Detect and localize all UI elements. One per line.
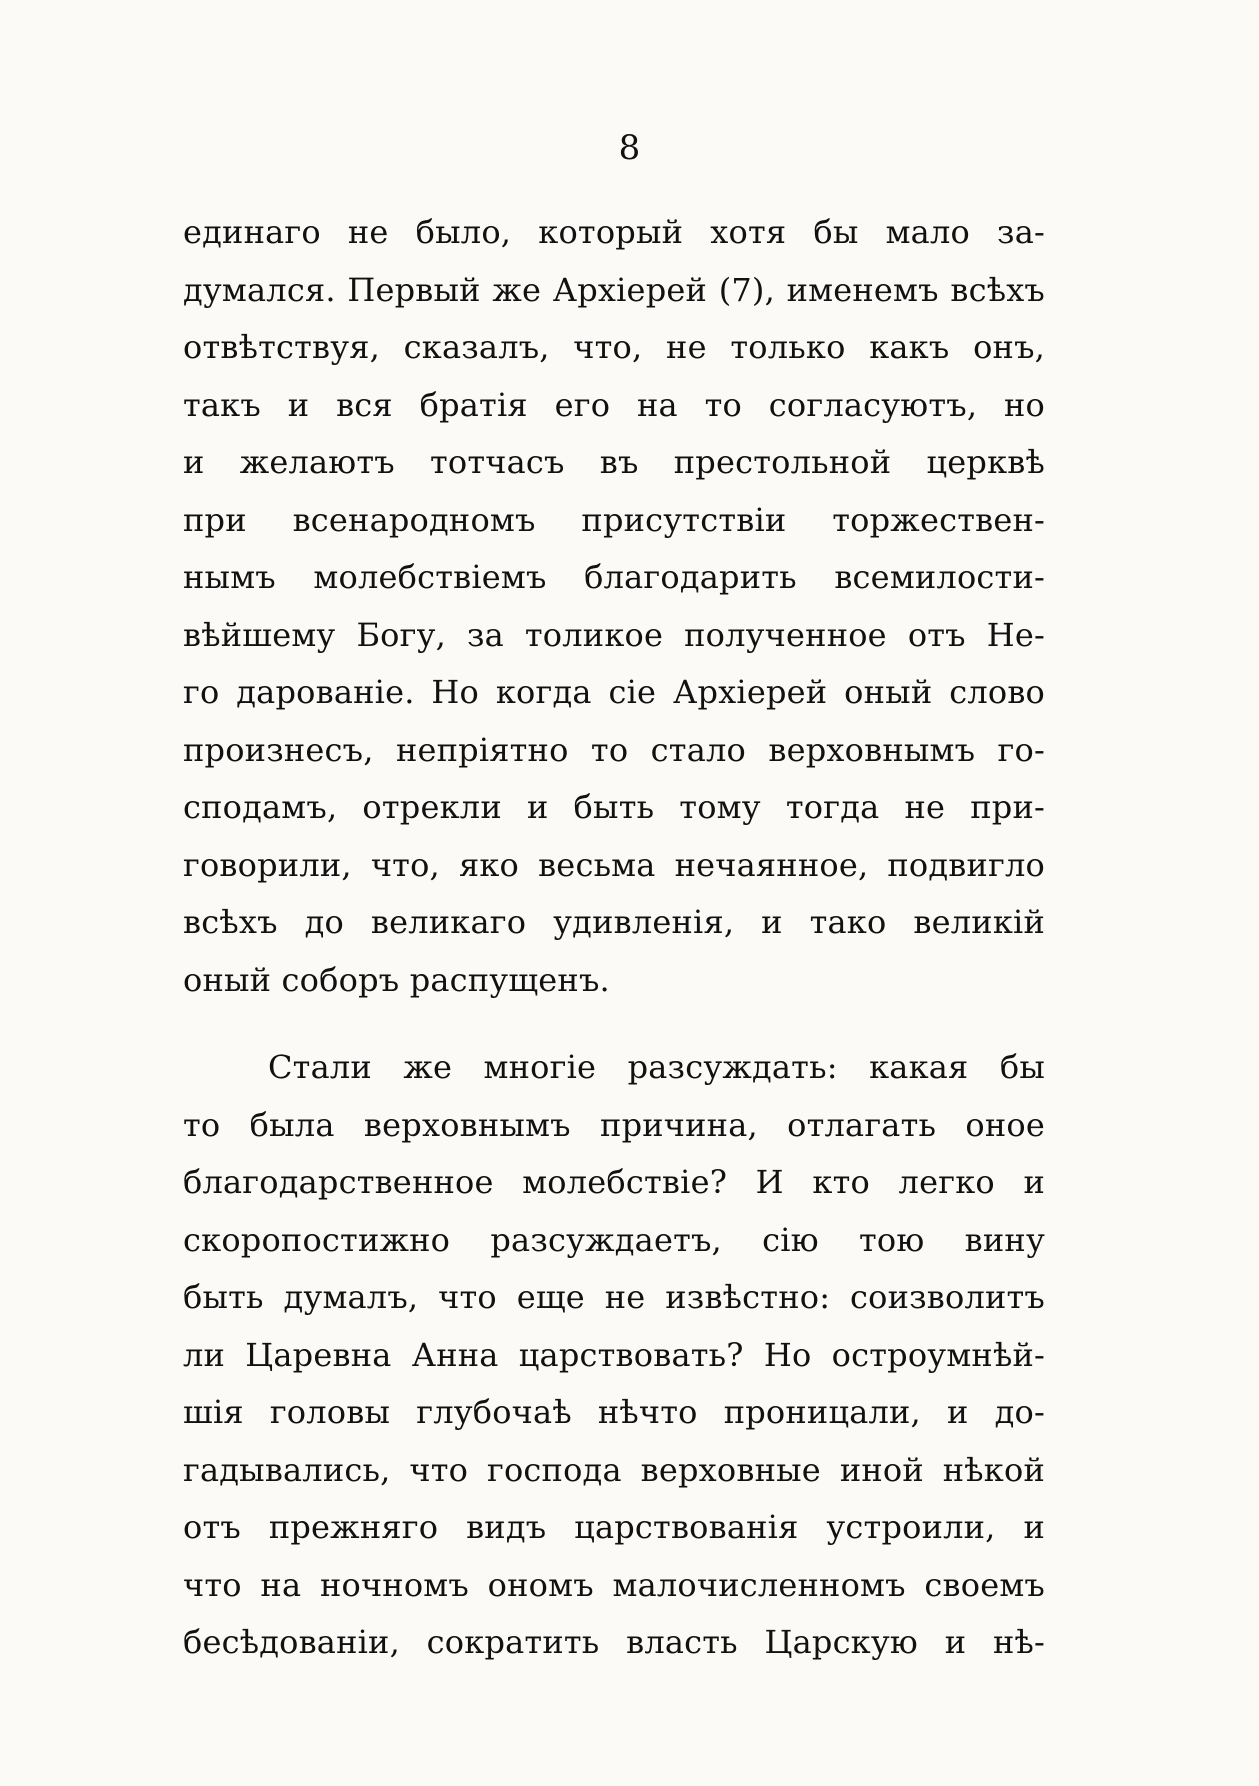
paragraph-gap <box>183 1009 1045 1039</box>
text-line: говорили, что, яко весьма нечаянное, подвигло <box>183 845 1045 884</box>
text-line: при всенародномъ присутствiи торжествен- <box>183 500 1045 539</box>
paragraph-1 <box>183 204 1045 1009</box>
text-line: шiя головы глубочаѣ нѣчто проницали, и до- <box>183 1393 1045 1431</box>
body-text <box>183 204 1045 1672</box>
text-line: оный соборъ распущенъ. <box>183 960 610 999</box>
text-line: вѣйшему Богу, за толикое полученное отъ Не- <box>183 615 1045 654</box>
page-number: 8 <box>618 128 641 168</box>
text-line: быть думалъ, что еще не извѣстно: соизволитъ <box>183 1278 1045 1316</box>
text-line: что на ночномъ ономъ малочисленномъ своемъ <box>183 1565 1045 1604</box>
text-line: отъ прежняго видъ царствованiя устроили, и <box>183 1508 1045 1546</box>
text-line: скоропостижно разсуждаетъ, сiю тою вину <box>183 1220 1045 1259</box>
text-line: го дарованiе. Но когда сiе Архiерей оный слово <box>183 673 1045 711</box>
text-line: то была верховнымъ причина, отлагать оное <box>183 1105 1045 1144</box>
text-line: произнесъ, непрiятно то стало верховнымъ го- <box>183 730 1045 769</box>
text-line: и желаютъ тотчасъ въ престольной церквѣ <box>183 443 1045 481</box>
text-line: думался. Первый же Архiерей (7), именемъ всѣхъ <box>183 270 1045 309</box>
text-line: сподамъ, отрекли и быть тому тогда не при- <box>183 788 1045 826</box>
text-line: всѣхъ до великаго удивленiя, и тако великiй <box>183 903 1045 941</box>
text-line: отвѣтствуя, сказалъ, что, не только какъ онъ, <box>183 328 1045 366</box>
text-line: бесѣдованiи, сократить власть Царскую и нѣ- <box>183 1623 1045 1661</box>
text-line: единаго не было, который хотя бы мало за- <box>183 213 1045 251</box>
text-line: такъ и вся братiя его на то согласуютъ, но <box>183 385 1045 424</box>
text-line: ли Царевна Анна царствовать? Но остроумнѣй- <box>183 1335 1045 1374</box>
text-line: благодарственное молебствiе? И кто легко и <box>183 1163 1045 1201</box>
text-line: Стали же многiе разсуждать: какая бы <box>268 1048 1045 1086</box>
paragraph-2 <box>183 1039 1045 1672</box>
text-line: гадывались, что господа верховные иной нѣкой <box>183 1450 1045 1489</box>
text-line: нымъ молебствiемъ благодарить всемилости- <box>183 558 1045 596</box>
